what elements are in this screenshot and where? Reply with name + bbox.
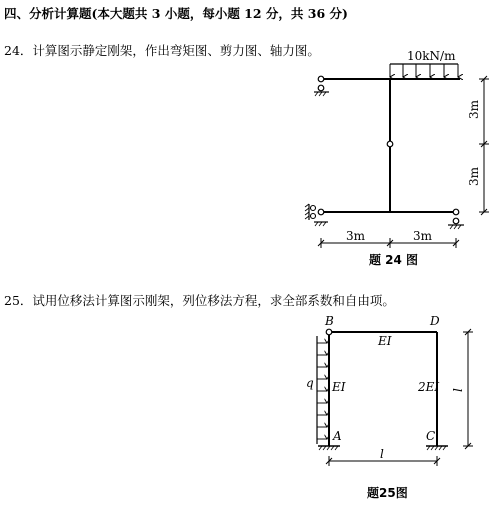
fig24-vertical-dimensions bbox=[479, 76, 489, 215]
fig24-dim-left: 3m bbox=[346, 229, 366, 243]
fig24-distributed-load bbox=[390, 64, 458, 77]
fig25-node-a: A bbox=[333, 429, 342, 443]
fig24-middle-hinge bbox=[387, 141, 393, 147]
question-25-text: 25．试用位移法计算图示刚架，列位移法方程，求全部系数和自由项。 bbox=[4, 293, 395, 308]
fig25-fixed-support-c bbox=[426, 446, 448, 450]
fig24-horizontal-dimensions bbox=[318, 238, 459, 248]
fig25-node-b: B bbox=[325, 314, 334, 328]
section-title: 四、分析计算题(本大题共 3 小题，每小题 12 分，共 36 分) bbox=[4, 6, 348, 21]
fig24-load-label: 10kN/m bbox=[407, 49, 456, 63]
figure-24 bbox=[305, 49, 489, 267]
fig24-dim-top: 3m bbox=[467, 99, 481, 119]
fig25-hinge-b bbox=[326, 329, 332, 335]
fig25-node-c: C bbox=[426, 429, 436, 443]
fig25-span-label: l bbox=[380, 447, 384, 461]
fig24-bottom-left-support bbox=[305, 204, 328, 226]
question-24-text: 24．计算图示静定刚架，作出弯矩图、剪力图、轴力图。 bbox=[4, 43, 320, 58]
fig25-beam-stiffness: EI bbox=[378, 334, 392, 348]
fig24-caption: 题 24 图 bbox=[369, 253, 419, 267]
fig25-node-d: D bbox=[430, 314, 440, 328]
fig24-dim-right: 3m bbox=[413, 229, 433, 243]
fig25-left-column-stiffness: EI bbox=[332, 380, 346, 394]
fig25-caption: 题25图 bbox=[367, 486, 408, 500]
fig25-fixed-support-a bbox=[318, 446, 340, 450]
figure-25 bbox=[306, 314, 473, 500]
fig25-distributed-load bbox=[317, 336, 327, 444]
fig24-dim-bottom: 3m bbox=[467, 166, 481, 186]
fig25-load-label: q bbox=[306, 376, 314, 390]
fig25-right-column-stiffness: 2EI bbox=[418, 380, 440, 394]
fig25-height-label: l bbox=[451, 388, 465, 392]
